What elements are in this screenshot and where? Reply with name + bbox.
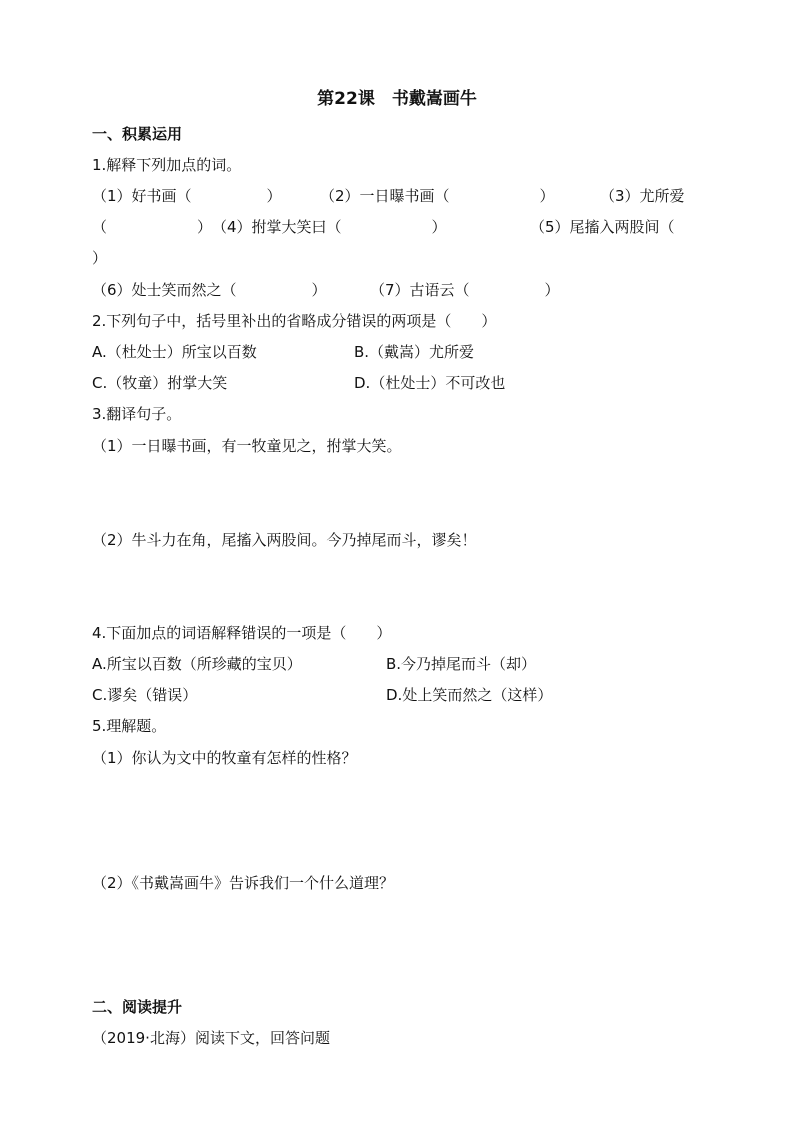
q4-option-a: A.所宝以百数（所珍藏的宝贝） [92,655,302,673]
q3-sentence-1: （1）一日曝书画，有一牧童见之，拊掌大笑。 [92,437,402,455]
page-title: 第22课 书戴嵩画牛 [317,89,477,109]
q1-item-6: （6）处士笑而然之（ ） [92,281,327,299]
q4-option-b: B.今乃掉尾而斗（却） [386,655,537,673]
q2-option-d: D.（杜处士）不可改也 [354,374,506,392]
q3-sentence-2: （2）牛斗力在角，尾搐入两股间。今乃掉尾而斗，谬矣！ [92,531,477,549]
q4-option-c: C.谬矣（错误） [92,686,198,704]
q1-item-3-blank: （ ） [92,218,213,236]
q5-prompt: 5.理解题。 [92,717,167,735]
q3-prompt: 3.翻译句子。 [92,405,182,423]
q2-prompt: 2.下列句子中，括号里补出的省略成分错误的两项是（ ） [92,312,497,330]
reading-intro: （2019·北海）阅读下文，回答问题 [92,1029,330,1047]
q1-item-2: （2）一日曝书画（ ） [320,187,555,205]
q1-item-5-close: ） [92,249,108,267]
section-heading-2: 二、阅读提升 [92,998,183,1016]
q1-item-1: （1）好书画（ ） [92,187,282,205]
q4-prompt: 4.下面加点的词语解释错误的一项是（ ） [92,624,392,642]
q5-question-2: （2）《书戴嵩画牛》告诉我们一个什么道理？ [92,874,395,892]
q5-question-1: （1）你认为文中的牧童有怎样的性格？ [92,749,357,767]
q4-option-d: D.处上笑而然之（这样） [386,686,553,704]
q1-item-7: （7）古语云（ ） [370,281,560,299]
q1-item-5: （5）尾搐入两股间（ [530,218,675,236]
q2-option-c: C.（牧童）拊掌大笑 [92,374,228,392]
q2-option-a: A.（杜处士）所宝以百数 [92,343,257,361]
section-heading-1: 一、积累运用 [92,125,183,143]
q1-item-3: （3）尤所爱 [600,187,685,205]
q1-item-4: （4）拊掌大笑曰（ ） [212,218,447,236]
q1-prompt: 1.解释下列加点的词。 [92,156,242,174]
q2-option-b: B.（戴嵩）尤所爱 [354,343,475,361]
